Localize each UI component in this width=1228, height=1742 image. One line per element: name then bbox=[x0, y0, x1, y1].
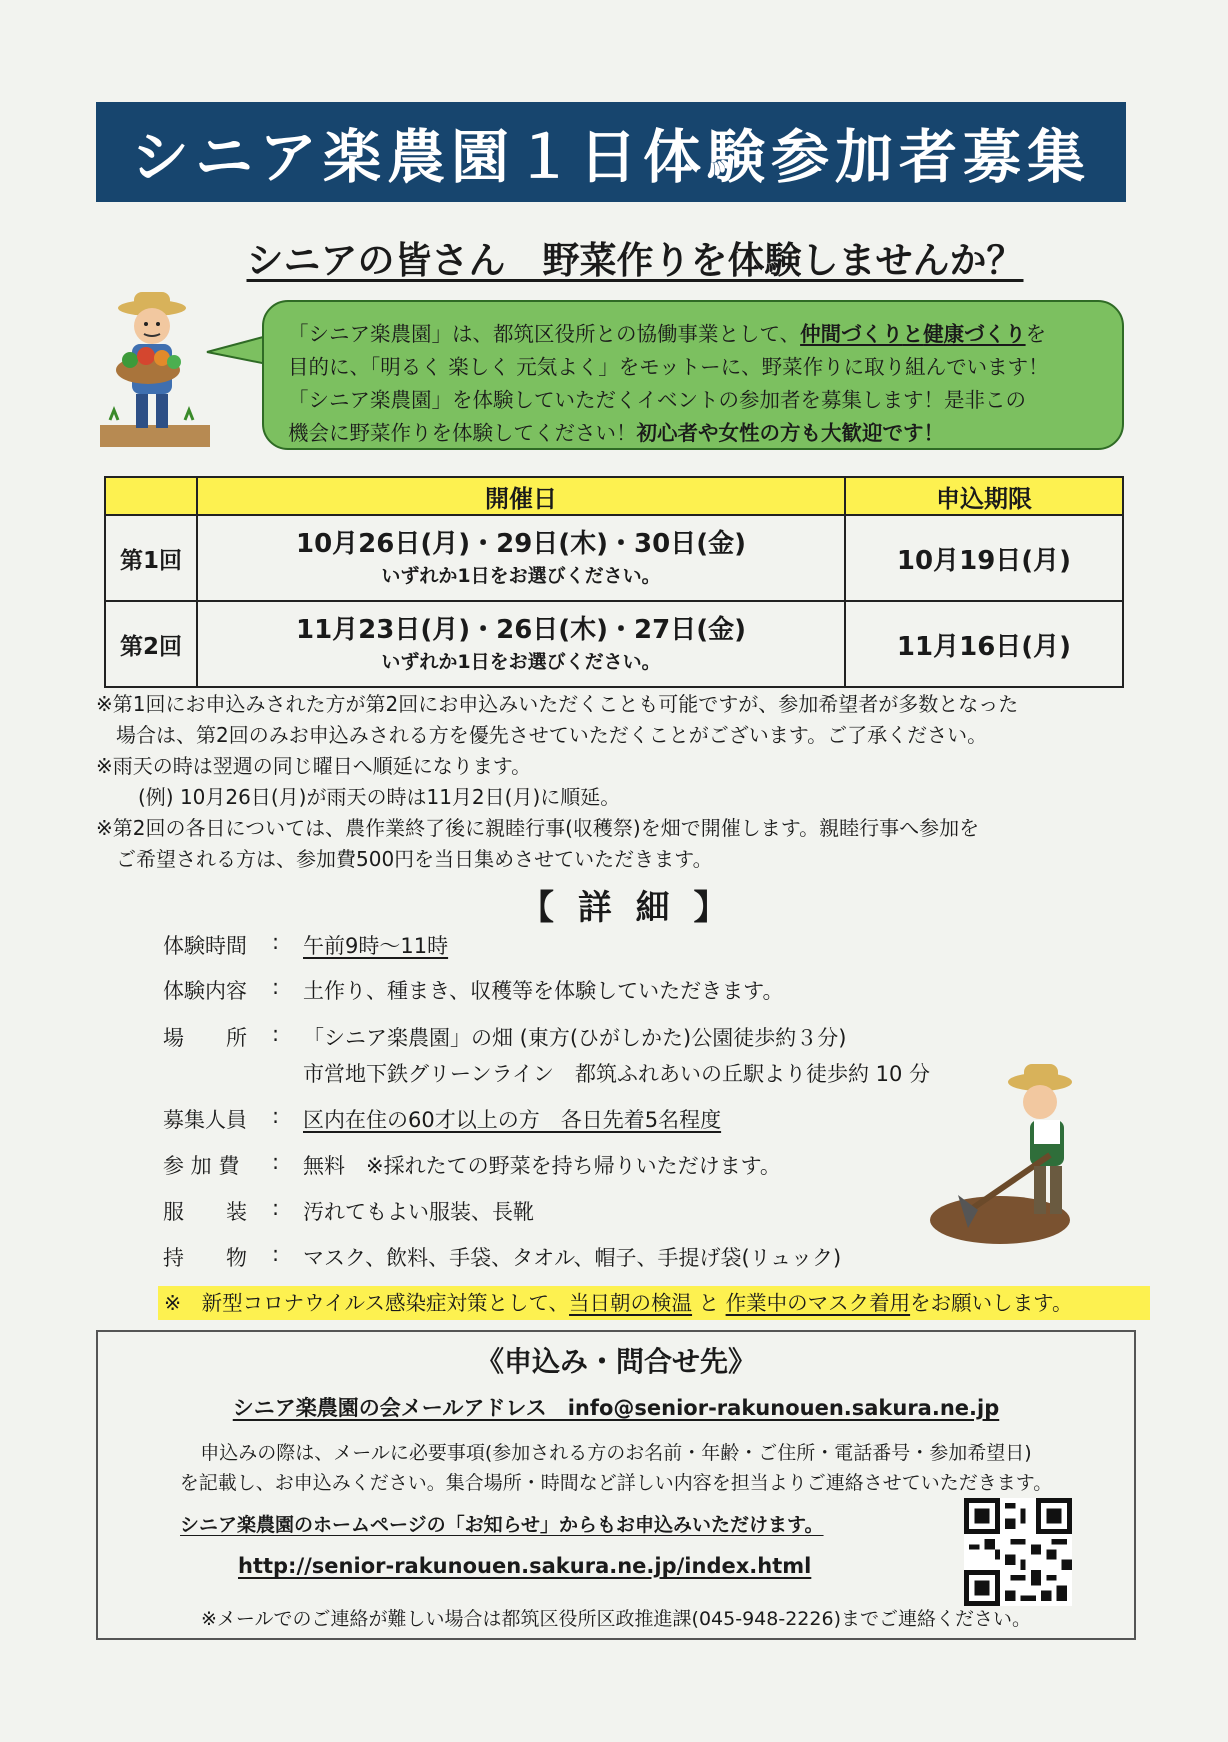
round-label: 第2回 bbox=[105, 601, 197, 687]
intro-line-3: 「シニア楽農園」を体験していただくイベントの参加者を募集します！是非この bbox=[288, 388, 1026, 412]
flyer-title: シニア楽農園１日体験参加者募集 bbox=[96, 102, 1126, 202]
detail-label: 体験時間 bbox=[163, 934, 247, 958]
detail-value: 区内在住の60才以上の方 各日先着5名程度 bbox=[303, 1108, 722, 1132]
note-2b: (例) 10月26日(月)が雨天の時は11月2日(月)に順延。 bbox=[138, 785, 621, 809]
flyer-subtitle: シニアの皆さん 野菜作りを体験しませんか？ bbox=[246, 239, 1024, 282]
schedule-table bbox=[104, 476, 1124, 688]
event-dates-cell bbox=[197, 515, 845, 601]
event-dates: 11月23日(月)・26日(木)・27日(金) bbox=[295, 615, 747, 645]
note-2a: ※雨天の時は翌週の同じ曜日へ順延になります。 bbox=[96, 754, 532, 778]
detail-label: 場 所 bbox=[163, 1026, 247, 1050]
deadline: 11月16日(月) bbox=[845, 601, 1123, 687]
schedule-header-dates: 開催日 bbox=[197, 477, 845, 515]
detail-colon: : bbox=[272, 1022, 280, 1046]
detail-value: 「シニア楽農園」の畑 (東方(ひがしかた)公園徒歩約３分) bbox=[303, 1026, 847, 1050]
detail-label: 参 加 費 bbox=[163, 1154, 240, 1178]
contact-homepage-note: シニア楽農園のホームページの「お知らせ」からもお申込みいただけます。 bbox=[180, 1514, 824, 1536]
intro-line-1: 「シニア楽農園」は、都筑区役所との協働事業として、仲間づくりと健康づくりを bbox=[288, 322, 1047, 346]
contact-paragraph-1: 申込みの際は、メールに必要事項(参加される方のお名前・年齢・ご住所・電話番号・参加希望日) bbox=[200, 1442, 1032, 1464]
detail-colon: : bbox=[272, 1196, 280, 1220]
detail-label: 募集人員 bbox=[163, 1108, 247, 1132]
detail-label: 体験内容 bbox=[163, 979, 247, 1003]
detail-label: 服 装 bbox=[163, 1200, 247, 1224]
farmer-hoeing-illustration bbox=[930, 1060, 1105, 1245]
schedule-row bbox=[105, 601, 1123, 687]
detail-value: 汚れてもよい服装、長靴 bbox=[303, 1200, 534, 1224]
detail-colon: : bbox=[272, 975, 280, 999]
detail-value: 土作り、種まき、収穫等を体験していただきます。 bbox=[303, 979, 784, 1003]
contact-heading: 《申込み・問合せ先》 bbox=[475, 1345, 756, 1378]
schedule-row bbox=[105, 515, 1123, 601]
details-heading: 【 詳 細 】 bbox=[520, 888, 734, 928]
schedule-header-deadline: 申込期限 bbox=[845, 477, 1123, 515]
schedule-header-row bbox=[105, 477, 1123, 515]
round-label: 第1回 bbox=[105, 515, 197, 601]
note-3a: ※第2回の各日については、農作業終了後に親睦行事(収穫祭)を畑で開催します。親睦行事へ参加を bbox=[96, 816, 980, 840]
contact-email-link[interactable]: シニア楽農園の会メールアドレス info@senior-rakunouen.sakura.ne.jp bbox=[232, 1396, 1000, 1420]
event-dates-cell bbox=[197, 601, 845, 687]
detail-colon: : bbox=[272, 1150, 280, 1174]
intro-speech-bubble bbox=[262, 300, 1124, 450]
detail-colon: : bbox=[272, 1242, 280, 1266]
detail-value-access: 市営地下鉄グリーンライン 都筑ふれあいの丘駅より徒歩約 10 分 bbox=[303, 1062, 931, 1086]
note-1b: 場合は、第2回のみお申込みされる方を優先させていただくことがございます。ご了承ください。 bbox=[116, 723, 988, 747]
intro-line-4: 機会に野菜作りを体験してください！初心者や女性の方も大歓迎です！ bbox=[288, 421, 944, 445]
contact-footer-note: ※メールでのご連絡が難しい場合は都筑区役所区政推進課(045-948-2226)までご連絡ください。 bbox=[201, 1608, 1031, 1630]
note-3b: ご希望される方は、参加費500円を当日集めさせていただきます。 bbox=[116, 847, 713, 871]
note-1a: ※第1回にお申込みされた方が第2回にお申込みいただくことも可能ですが、参加希望者が多数となった bbox=[96, 692, 1019, 716]
contact-paragraph-2: を記載し、お申込みください。集合場所・時間など詳しい内容を担当よりご連絡させていただきます。 bbox=[179, 1472, 1053, 1494]
homepage-url-link[interactable]: http://senior-rakunouen.sakura.ne.jp/index.html bbox=[238, 1554, 812, 1578]
choose-note: いずれか1日をお選びください。 bbox=[381, 651, 661, 673]
intro-line-2: 目的に、「明るく 楽しく 元気よく」をモットーに、野菜作りに取り組んでいます！ bbox=[288, 355, 1049, 379]
detail-value: 無料 ※採れたての野菜を持ち帰りいただけます。 bbox=[303, 1154, 781, 1178]
farmer-with-vegetables-illustration bbox=[100, 290, 210, 460]
detail-colon: : bbox=[272, 1104, 280, 1128]
qr-code[interactable] bbox=[964, 1498, 1072, 1606]
detail-label: 持 物 bbox=[163, 1246, 247, 1270]
choose-note: いずれか1日をお選びください。 bbox=[381, 565, 661, 587]
detail-value: マスク、飲料、手袋、タオル、帽子、手提げ袋(リュック) bbox=[303, 1246, 842, 1270]
schedule-header-blank bbox=[105, 477, 197, 515]
detail-colon: : bbox=[272, 930, 280, 954]
deadline: 10月19日(月) bbox=[845, 515, 1123, 601]
covid-notice: ※ 新型コロナウイルス感染症対策として、当日朝の検温 と 作業中のマスク着用をお願いします。 bbox=[158, 1286, 1150, 1320]
speech-bubble-tail bbox=[205, 330, 267, 370]
detail-value: 午前9時～11時 bbox=[303, 934, 449, 958]
event-dates: 10月26日(月)・29日(木)・30日(金) bbox=[295, 529, 747, 559]
